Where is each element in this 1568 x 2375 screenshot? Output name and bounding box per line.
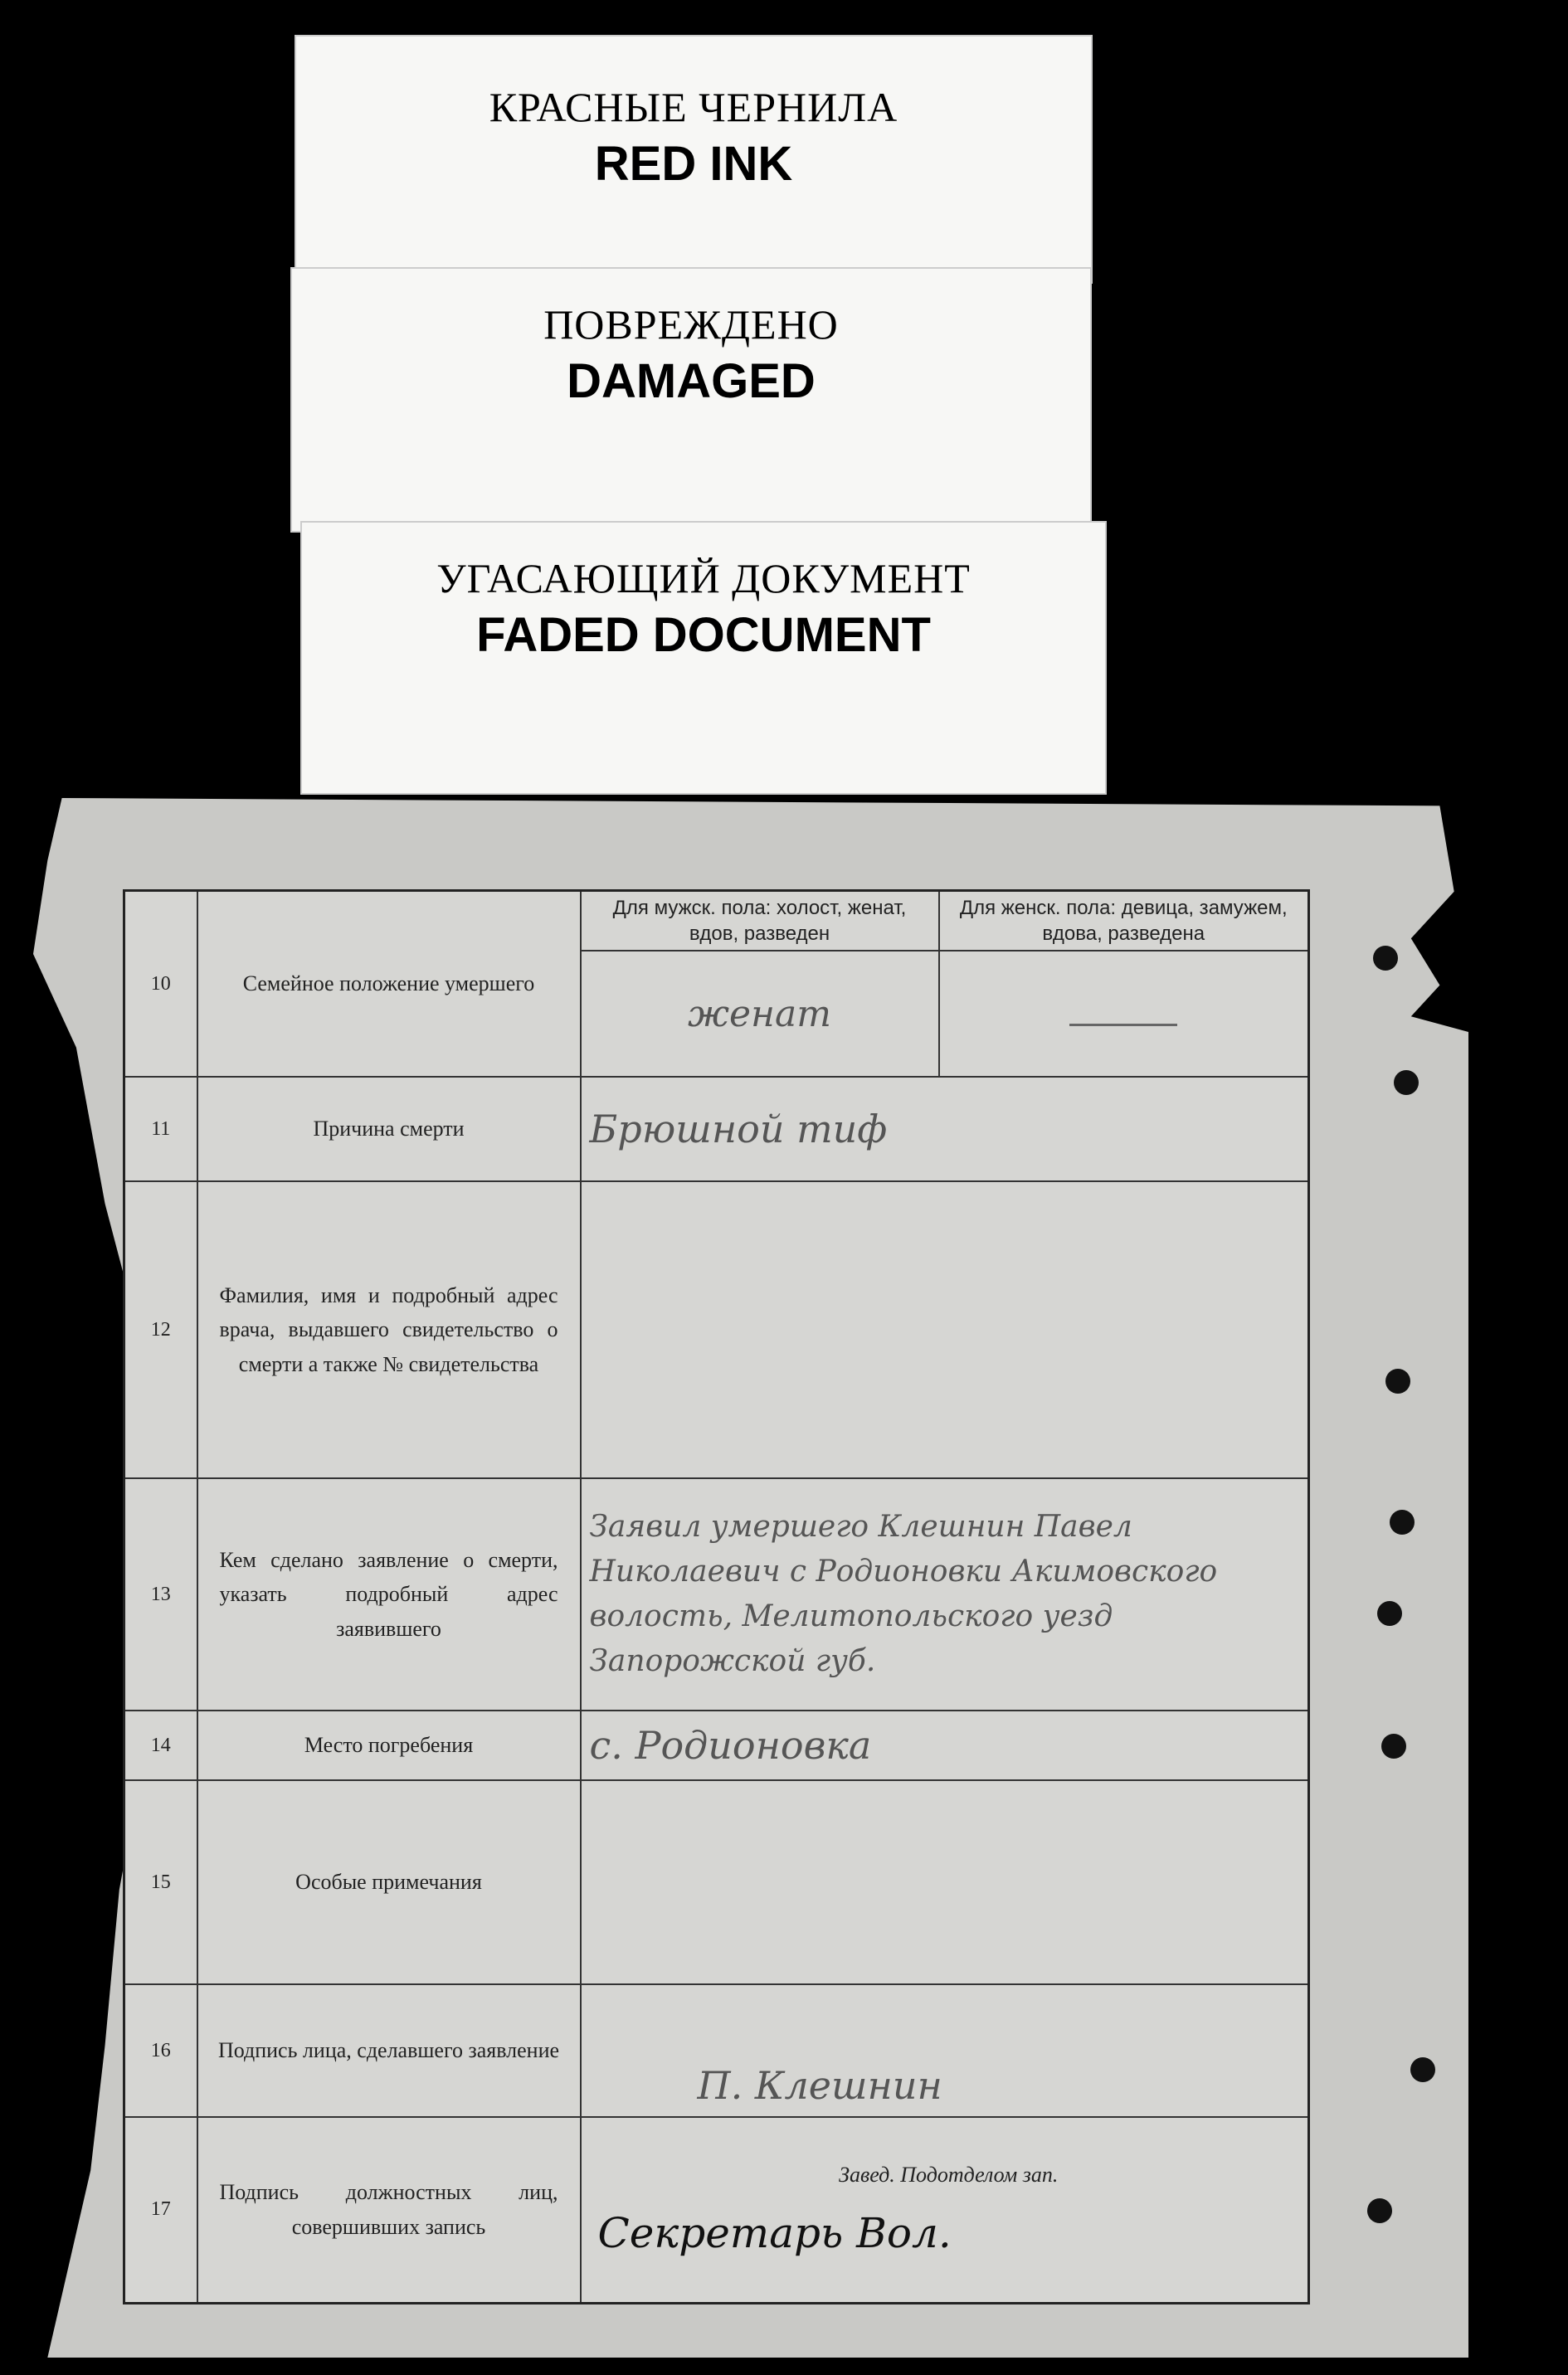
notice-red-ink-en: RED INK — [594, 137, 793, 191]
form-row-16 — [124, 1984, 1309, 2117]
row-label: Подпись должностных лиц, совершивших запись — [197, 2117, 581, 2303]
row-number: 14 — [124, 1711, 197, 1780]
value-doctor — [581, 1181, 1309, 1478]
value-declarant-signature: П. Клешнин — [581, 1984, 1309, 2117]
notice-damaged-ru: ПОВРЕЖДЕНО — [543, 301, 839, 348]
row-label: Место погребения — [197, 1711, 581, 1780]
notice-faded-en: FADED DOCUMENT — [476, 608, 931, 662]
form-row-12 — [124, 1181, 1309, 1478]
office-title: Завед. Подотделом зап. — [839, 2162, 1059, 2187]
header-female: Для женск. пола: девица, замужем, вдова, разведена — [939, 891, 1309, 951]
row-number: 15 — [124, 1780, 197, 1984]
row-label: Причина смерти — [197, 1077, 581, 1181]
notice-damaged — [290, 267, 1092, 533]
form-row-14 — [124, 1711, 1309, 1780]
secretary-signature: Секретарь Вол. — [597, 2208, 952, 2257]
row-number: 11 — [124, 1077, 197, 1181]
notice-damaged-en: DAMAGED — [567, 354, 816, 408]
value-marital-male: женат — [581, 951, 939, 1077]
row-number: 12 — [124, 1181, 197, 1478]
row-label: Кем сделано заявление о смерти, указать подробный адрес заявившего — [197, 1478, 581, 1711]
value-marital-female-dash — [939, 951, 1309, 1077]
row-label: Семейное положение умершего — [197, 891, 581, 1078]
death-record-form — [123, 889, 1310, 2304]
value-declarant: Заявил умершего Клешнин Павел Николаевич с Родионовки Акимовского волость, Мелитопольского уезд Запорожской губ. — [581, 1478, 1309, 1711]
notice-red-ink — [295, 35, 1093, 284]
form-row-11 — [124, 1077, 1309, 1181]
row-label: Особые примечания — [197, 1780, 581, 1984]
row-label: Фамилия, имя и подробный адрес врача, выдавшего свидетельство о смерти а также № свидетельства — [197, 1181, 581, 1478]
row-number: 16 — [124, 1984, 197, 2117]
value-burial-place: с. Родионовка — [581, 1711, 1309, 1780]
header-male: Для мужск. пола: холост, женат, вдов, разведен — [581, 891, 939, 951]
row-number: 17 — [124, 2117, 197, 2303]
value-cause-of-death: Брюшной тиф — [581, 1077, 1309, 1181]
form-row-13 — [124, 1478, 1309, 1711]
form-row-17 — [124, 2117, 1309, 2303]
form-row-10 — [124, 891, 1309, 951]
notice-faded — [300, 521, 1107, 795]
row-label: Подпись лица, сделавшего заявление — [197, 1984, 581, 2117]
row-number: 13 — [124, 1478, 197, 1711]
form-row-15 — [124, 1780, 1309, 1984]
value-notes — [581, 1780, 1309, 1984]
notice-red-ink-ru: КРАСНЫЕ ЧЕРНИЛА — [489, 84, 898, 130]
row-number: 10 — [124, 891, 197, 1078]
notice-faded-ru: УГАСАЮЩИЙ ДОКУМЕНТ — [436, 555, 971, 601]
